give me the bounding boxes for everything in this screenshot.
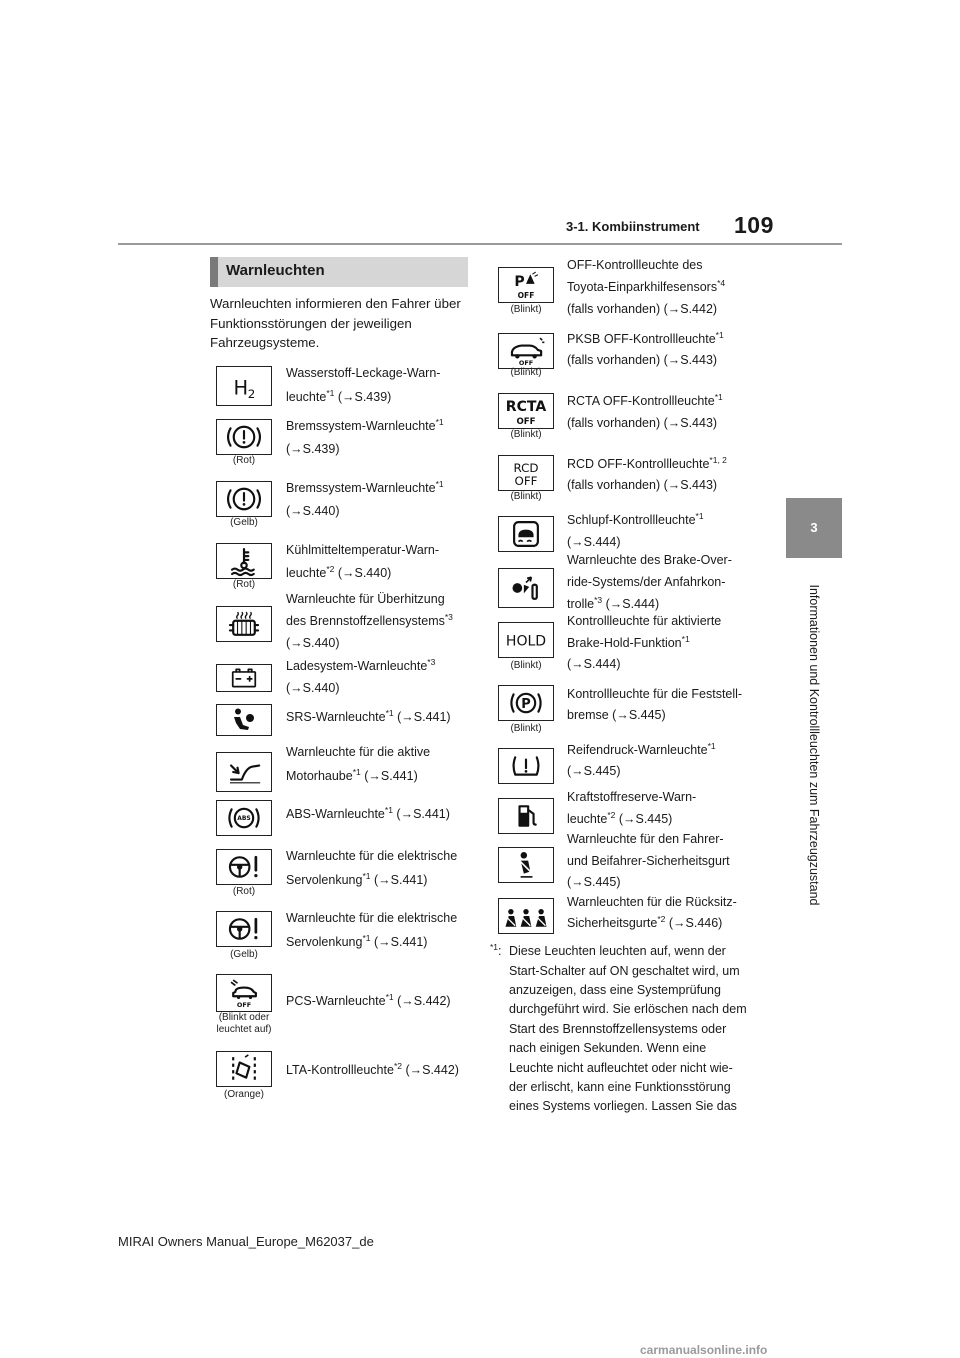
svg-text:P: P [521,696,531,712]
pcs-off-icon [216,974,272,1012]
pksb-off-icon [498,333,554,369]
warning-description-line: Schlupf-Kontrollleuchte$^{*1}$ [567,510,704,527]
svg-text:OFF: OFF [236,1001,252,1010]
warning-description-line: (→S.440) [286,636,340,650]
chapter-side-label [785,562,843,927]
footnote-ref: *2 [326,563,335,574]
footnote [490,938,750,1117]
icon-caption: (Rot) [232,579,256,590]
icon-caption: (Blinkt) [510,723,542,734]
svg-text:OFF: OFF [518,359,534,368]
warning-description-line: OFF-Kontrollleuchte des [567,258,703,272]
brake-override-icon [498,568,554,608]
footnote-ref: *1 [435,416,444,427]
fuel-cell-overheat-icon [216,606,272,642]
warning-description-line: PCS-Warnleuchte$^{*1}$ (→S.442) [286,991,451,1008]
icon-caption: (Blinkt oder leuchtet auf) [216,1012,272,1035]
warning-description-line: (falls vorhanden) (→S.442) [567,302,718,316]
warning-description-line: Toyota-Einparkhilfesensors$^{*4}$ [567,277,726,294]
intro-text: Warnleuchten informieren den Fahrer über Funktionsstörungen der jeweiligen Fahrzeugsysteme. [210,296,461,350]
warning-description-line: leuchte$^{*1}$ (→S.439) [286,387,392,404]
icon-caption: (Blinkt) [510,367,542,378]
warning-description-line: Motorhaube$^{*1}$ (→S.441) [286,766,418,783]
icon-caption: (Blinkt) [510,660,542,671]
footnote-ref: *1 [326,387,335,398]
warning-description-line: Wasserstoff-Leckage-Warn- [286,366,441,380]
svg-text:OFF: OFF [517,290,535,300]
warning-description-line: Warnleuchte für die elektrische [286,849,458,863]
brake-system-icon [216,481,272,517]
svg-text:ABS: ABS [237,815,251,823]
warning-description-line: Warnleuchte für die elektrische [286,911,458,925]
parking-sensor-off-icon [498,267,554,303]
svg-text:RCTA: RCTA [505,399,547,415]
power-steering-icon [216,911,272,947]
warning-description-line: Reifendruck-Warnleuchte$^{*1}$ [567,740,716,757]
rcta-off-icon [498,393,554,429]
footnote-ref: *1 [362,932,371,943]
svg-text:HOLD: HOLD [505,633,547,650]
hydrogen-icon [216,366,272,406]
warning-description-line: Bremssystem-Warnleuchte$^{*1}$ [286,478,444,495]
warning-description-line: PKSB OFF-Kontrollleuchte$^{*1}$ [567,329,724,346]
warning-description-line: des Brennstoffzellensystems$^{*3}$ [286,611,453,628]
footnote-ref: *1 [385,991,394,1002]
svg-text:RCD: RCD [513,460,539,475]
footnote-ref: *2 [607,809,616,820]
warning-description-line: Warnleuchte für den Fahrer- [567,832,724,846]
icon-caption: (Rot) [232,455,256,466]
warning-description-line: (falls vorhanden) (→S.443) [567,416,718,430]
footer-text: MIRAI Owners Manual_Europe_M62037_de [118,1234,374,1249]
coolant-temp-icon [216,543,272,579]
warning-description-line: Kontrollleuchte für die Feststell- [567,687,743,701]
footnote-text: Diese Leuchten leuchten auf, wenn der Start-Schalter auf ON geschaltet wird, um anzuzeigen, dass eine Systemprüfung durchgeführt wird. Sie erlöschen nach dem Start des Brennstoffzellensystems oder nach einigen Sekunden. Wenn eine Leuchte nicht aufleuchtet oder nicht wie-der erlischt, kann eine Funktionsstörung eines Systems vorliegen. Lassen Sie das [509,944,747,1114]
warning-description-line: und Beifahrer-Sicherheitsgurt [567,854,730,868]
warning-description-line: Warnleuchte des Brake-Over- [567,553,732,567]
footnote-ref: *2 [657,913,666,924]
header-rule [118,243,842,245]
section-heading: Warnleuchten [226,262,325,279]
warning-description-line: ride-Systems/der Anfahrkon- [567,575,726,589]
warning-description-line: Warnleuchte für Überhitzung [286,592,445,606]
lta-icon [216,1051,272,1087]
warning-description-line: (falls vorhanden) (→S.443) [567,353,718,367]
warning-description-line: (→S.445) [567,764,621,778]
warning-description-line: Kraftstoffreserve-Warn- [567,790,697,804]
warning-description-line: SRS-Warnleuchte$^{*1}$ (→S.441) [286,707,451,724]
footnote-ref: *1 [384,804,393,815]
watermark: carmanualsonline.info [640,1343,768,1357]
brake-system-icon [216,419,272,455]
footnote-ref: *1, 2 [709,454,727,465]
warning-description-line: (→S.439) [286,442,340,456]
icon-caption: (Blinkt) [510,304,542,315]
power-steering-icon [216,849,272,885]
battery-icon [216,664,272,692]
warning-description-line: trolle$^{*3}$ (→S.444) [567,594,660,611]
icon-caption: (Blinkt) [510,429,542,440]
footnote-ref: *3 [427,656,436,667]
warning-description-line: LTA-Kontrollleuchte$^{*2}$ (→S.442) [286,1060,459,1077]
icon-caption: (Gelb) [230,949,258,960]
footnote-mark: $^{*1}$: [490,942,502,959]
warning-description-line: bremse (→S.445) [567,708,666,722]
footnote-ref: *1 [352,766,361,777]
warning-description-line: (falls vorhanden) (→S.443) [567,478,718,492]
rcd-off-icon [498,455,554,491]
page-number: 109 [734,212,774,238]
footnote-ref: *1 [385,707,394,718]
warning-description-line: ABS-Warnleuchte$^{*1}$ (→S.441) [286,804,450,821]
brake-hold-icon [498,622,554,658]
footnote-ref: *1 [715,329,724,340]
warning-description-line: Warnleuchten für die Rücksitz- [567,895,737,909]
warning-description-line: Warnleuchte für die aktive [286,745,431,759]
svg-text:OFF: OFF [516,416,536,427]
warning-description-line: (→S.440) [286,504,340,518]
svg-text:H: H [233,376,249,400]
seatbelt-icon [498,847,554,883]
icon-caption: (Orange) [223,1089,264,1100]
icon-caption: (Gelb) [230,517,258,528]
tire-pressure-icon [498,748,554,784]
warning-description-line: (→S.444) [567,535,621,549]
footnote-ref: *4 [717,277,726,288]
footnote-ref: *3 [594,594,603,605]
icon-caption: (Rot) [232,886,256,897]
warning-description-line: leuchte$^{*2}$ (→S.440) [286,563,392,580]
svg-text:2: 2 [247,386,256,401]
footnote-ref: *1 [714,391,723,402]
heading-accent [210,257,218,287]
svg-text:OFF: OFF [514,473,538,488]
slip-icon [498,516,554,552]
warning-description-line: (→S.440) [286,681,340,695]
warning-description-line: Bremssystem-Warnleuchte$^{*1}$ [286,416,444,433]
warning-description-line: Sicherheitsgurte$^{*2}$ (→S.446) [567,913,723,930]
warning-description-line: RCTA OFF-Kontrollleuchte$^{*1}$ [567,391,723,408]
warning-description-line: Kühlmitteltemperatur-Warn- [286,543,440,557]
warning-description-line: Kontrollleuchte für aktivierte [567,614,722,628]
footnote-ref: *1 [707,740,716,751]
footnote-ref: *1 [362,870,371,881]
warning-description-line: leuchte$^{*2}$ (→S.445) [567,809,673,826]
warning-description-line: Ladesystem-Warnleuchte$^{*3}$ [286,656,436,673]
warning-description-line: Servolenkung$^{*1}$ (→S.441) [286,870,428,887]
footnote-ref: *2 [393,1060,402,1071]
footnote-ref: *1 [435,478,444,489]
warning-description-line: (→S.445) [567,875,621,889]
svg-text:P: P [514,274,525,291]
icon-caption: (Blinkt) [510,491,542,502]
section-title: 3-1. Kombiinstrument [566,219,700,234]
parking-brake-icon [498,685,554,721]
footnote-ref: *1 [681,633,690,644]
chapter-title: Informationen und Kontrollleuchten zum Fahrzeugzustand [807,583,821,906]
active-hood-icon [216,752,272,792]
footnote-ref: *3 [444,611,453,622]
rear-seatbelt-icon [498,898,554,934]
warning-description-line: RCD OFF-Kontrollleuchte$^{*1, 2}$ [567,454,727,471]
srs-airbag-icon [216,704,272,736]
chapter-tab: 3 [786,498,842,558]
abs-icon [216,800,272,836]
fuel-icon [498,798,554,834]
warning-description-line: Brake-Hold-Funktion$^{*1}$ [567,633,690,650]
footnote-ref: *1 [695,510,704,521]
warning-description-line: Servolenkung$^{*1}$ (→S.441) [286,932,428,949]
warning-description-line: (→S.444) [567,657,621,671]
